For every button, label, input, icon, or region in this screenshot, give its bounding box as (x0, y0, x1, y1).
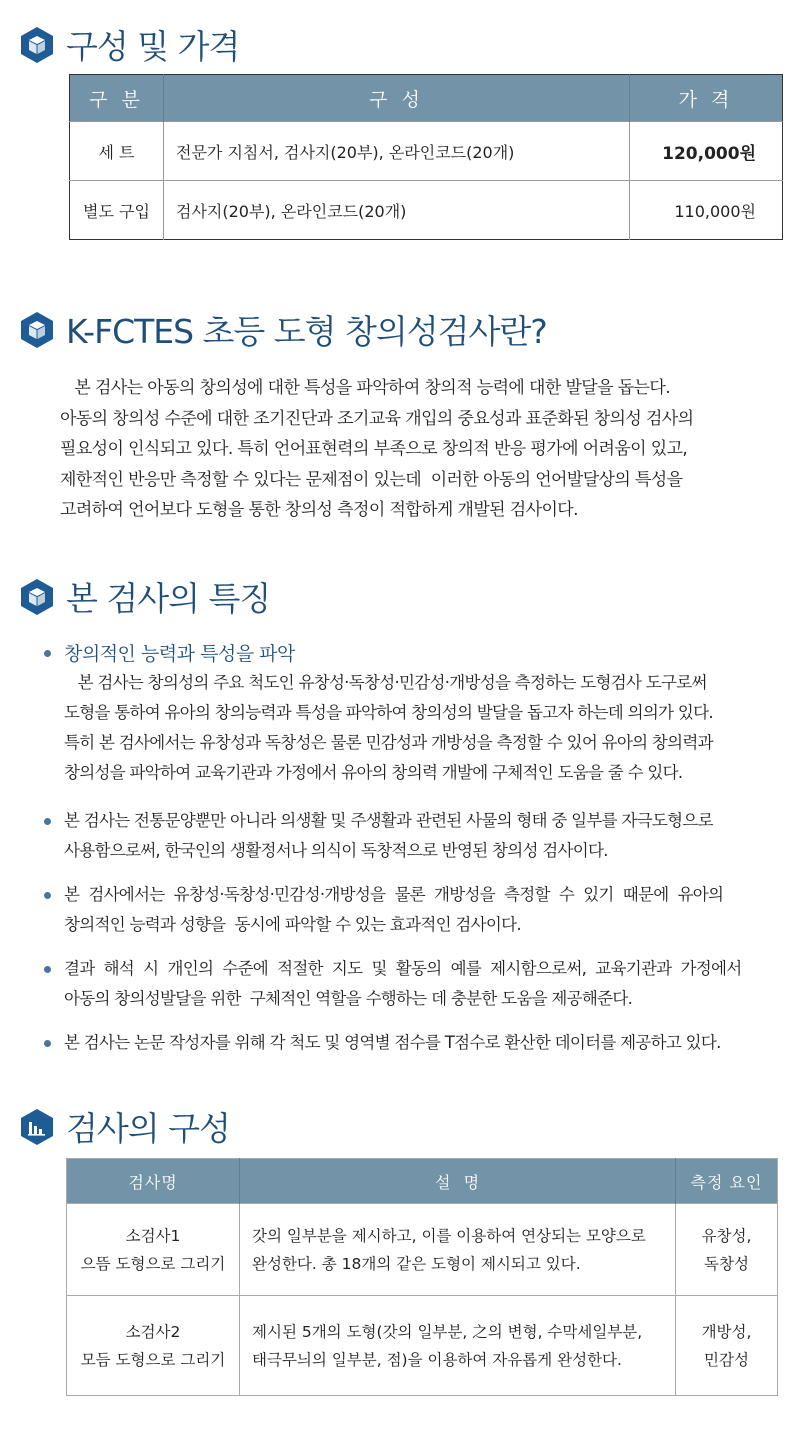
structure-header-desc: 설 명 (240, 1159, 676, 1204)
subtest-desc (240, 1296, 676, 1396)
section-heading: 구성 및 가격 (66, 27, 240, 66)
subtest-factor-line: 민감성 (704, 1350, 749, 1369)
price-table (69, 74, 783, 240)
subtest-name-line: 소검사1 (125, 1226, 181, 1245)
list-item (44, 1028, 784, 1058)
price-header-type: 구 분 (70, 75, 164, 122)
table-row (70, 122, 783, 181)
intro-line: 아동의 창의성 수준에 대한 조기진단과 조기교육 개입의 중요성과 표준화된 창의성 검사의 (60, 408, 694, 429)
intro-line: 제한적인 반응만 측정할 수 있다는 문제점이 있는데 이러한 아동의 언어발달상의 특성을 (60, 469, 683, 490)
feature-heading: 창의적인 능력과 특성을 파악 (64, 643, 295, 665)
intro-paragraph (60, 373, 790, 526)
subtest-name (67, 1296, 240, 1396)
feature-line: 도형을 통하여 유아의 창의능력과 특성을 파악하여 창의성의 발달을 돕고자 하는데 의의가 있다. (64, 703, 713, 722)
structure-table (66, 1158, 778, 1396)
price-header-content: 구 성 (164, 75, 630, 122)
table-row (70, 181, 783, 240)
list-item (44, 640, 784, 788)
structure-header-name: 검사명 (67, 1159, 240, 1204)
subtest-factor (676, 1296, 778, 1396)
section-heading: 본 검사의 특징 (66, 579, 271, 618)
subtest-desc-line: 태극무늬의 일부분, 점)을 이용하여 자유롭게 완성한다. (252, 1350, 622, 1369)
row-price: 120,000원 (630, 122, 783, 181)
box-icon (18, 311, 56, 349)
feature-line: 아동의 창의성발달을 위한 구체적인 역할을 수행하는 데 충분한 도움을 제공해준다. (64, 989, 633, 1008)
bullet-dot-icon (44, 650, 51, 657)
subtest-factor-line: 개방성, (701, 1322, 752, 1341)
section-heading: 검사의 구성 (66, 1109, 230, 1148)
subtest-desc-line: 완성한다. 총 18개의 같은 도형이 제시되고 있다. (252, 1254, 581, 1273)
section-title-about (18, 306, 547, 353)
list-item (44, 806, 784, 866)
intro-line: 고려하여 언어보다 도형을 통한 창의성 측정이 적합하게 개발된 검사이다. (60, 500, 578, 520)
list-item (44, 954, 784, 1014)
feature-line: 창의성을 파악하여 교육기관과 가정에서 유아의 창의력 개발에 구체적인 도움을 줄 수 있다. (64, 763, 683, 782)
subtest-factor-line: 유창성, (701, 1226, 752, 1245)
subtest-name-line: 모듬 도형으로 그리기 (80, 1350, 226, 1369)
row-type: 별도 구입 (70, 181, 164, 240)
box-icon (18, 26, 56, 64)
row-type: 세 트 (70, 122, 164, 181)
section-title-features (18, 573, 270, 620)
feature-line: 본 검사는 전통문양뿐만 아니라 의생활 및 주생활과 관련된 사물의 형태 중 일부를 자극도형으로 (64, 811, 713, 830)
list-item (44, 880, 784, 940)
bullet-dot-icon (44, 966, 51, 973)
row-price: 110,000원 (630, 181, 783, 240)
table-row (67, 1204, 778, 1296)
structure-header-factor: 측정 요인 (676, 1159, 778, 1204)
bar-chart-icon (18, 1108, 56, 1146)
section-heading: K-FCTES 초등 도형 창의성검사란? (66, 312, 547, 351)
price-header-price: 가 격 (630, 75, 783, 122)
section-title-structure (18, 1103, 230, 1150)
feature-list (44, 640, 784, 1058)
feature-line: 본 검사는 창의성의 주요 척도인 유창성·독창성·민감성·개방성을 측정하는 도형검사 도구로써 (64, 673, 707, 692)
bullet-dot-icon (44, 818, 51, 825)
row-content: 전문가 지침서, 검사지(20부), 온라인코드(20개) (164, 122, 630, 181)
feature-line: 사용함으로써, 한국인의 생활정서나 의식이 독창적으로 반영된 창의성 검사이다. (64, 841, 608, 860)
subtest-desc-line: 제시된 5개의 도형(갓의 일부분, 之의 변형, 수막세일부분, (252, 1322, 643, 1341)
subtest-factor (676, 1204, 778, 1296)
box-icon (18, 578, 56, 616)
subtest-desc (240, 1204, 676, 1296)
intro-line: 필요성이 인식되고 있다. 특히 언어표현력의 부족으로 창의적 반응 평가에 어려움이 있고, (60, 439, 688, 459)
feature-line: 특히 본 검사에서는 유창성과 독창성은 물론 민감성과 개방성을 측정할 수 있어 유아의 창의력과 (64, 733, 713, 752)
subtest-name (67, 1204, 240, 1296)
bullet-dot-icon (44, 892, 51, 899)
row-content: 검사지(20부), 온라인코드(20개) (164, 181, 630, 240)
feature-line: 창의적인 능력과 성향을 동시에 파악할 수 있는 효과적인 검사이다. (64, 915, 521, 934)
bullet-dot-icon (44, 1040, 51, 1047)
subtest-name-line: 소검사2 (125, 1322, 181, 1341)
feature-line: 본 검사는 논문 작성자를 위해 각 척도 및 영역별 점수를 T점수로 환산한 데이터를 제공하고 있다. (64, 1033, 721, 1052)
section-title-price (18, 21, 239, 68)
subtest-name-line: 으뜸 도형으로 그리기 (80, 1254, 226, 1273)
subtest-factor-line: 독창성 (704, 1254, 749, 1273)
intro-line: 본 검사는 아동의 창의성에 대한 특성을 파악하여 창의적 능력에 대한 발달을 돕는다. (60, 378, 671, 398)
subtest-desc-line: 갓의 일부분을 제시하고, 이를 이용하여 연상되는 모양으로 (252, 1226, 646, 1245)
table-row (67, 1296, 778, 1396)
feature-line: 본 검사에서는 유창성·독창성·민감성·개방성을 물론 개방성을 측정할 수 있기 때문에 유아의 (64, 885, 724, 904)
feature-line: 결과 해석 시 개인의 수준에 적절한 지도 및 활동의 예를 제시함으로써, 교육기관과 가정에서 (64, 959, 742, 978)
